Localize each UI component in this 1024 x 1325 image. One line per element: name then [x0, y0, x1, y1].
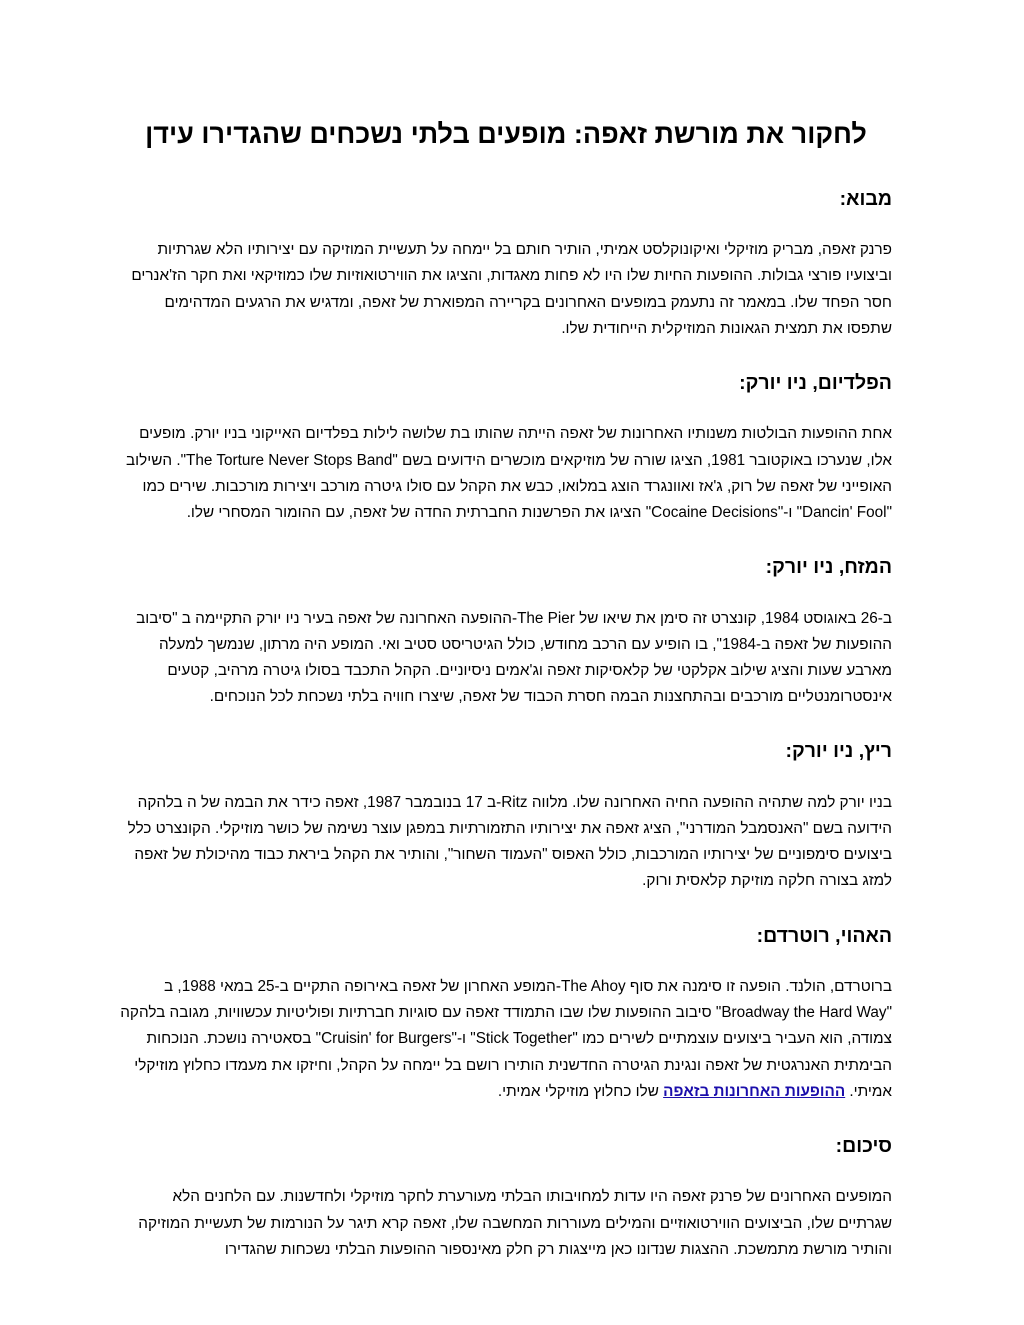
section-paragraph: בניו יורק למה שתהיה ההופעה החיה האחרונה שלו. מלווה Ritz-ב 17 בנובמבר 1987, זאפה כידר את הבמה של ה בלהקה הידועה בשם "האנסמבל המודרני", הציג זאפה את יצירותיו התזמורתיות במפגן עוצר נשימה של כושר מוזיקלי. הקונצרט כלל ביצועים סימפוניים של יצירותיו המורכבות, כולל האפוס "העמוד השחור", והותיר את הקהל ביראת כבוד מהיכולת של זאפה למזג בצורה חלקה מוזיקת קלאסית ורוק.: [127, 793, 892, 890]
section-heading: הפלדיום, ניו יורק:: [739, 371, 892, 394]
section-heading: האהוי, רוטרדם:: [756, 924, 892, 947]
paragraph-text: ברוטרדם, הולנד. הופעה זו סימנה את סוף The Ahoy-המופע האחרון של זאפה באירופה התקיים ב-25 במאי 1988, ב "Broadway the Hard Way" סיבוב ההופעות שלו שבו התמודד זאפה עם סוגיות חברתיות ופוליטיות עכשוויות, מגובה בלהקה צמודה, הוא העביר ביצועים עוצמתיים לשירים כמו "Stick Together" ו-"Cruisin' for Burgers" בסאטירה נושכת. הנוכחות הבימתית האנרגטית של זאפה ונגינת הגיטרה החדשנית הותירו רושם בל יימחה על הקהל, וחיזקו את מעמדו כחלוץ מוזיקלי אמיתי.: [120, 977, 892, 1100]
section-ritz: [120, 740, 892, 894]
section-paragraph: המופעים האחרונים של פרנק זאפה היו עדות למחויבותו הבלתי מעורערת לחקר מוזיקלי ולחדשנות. עם הלחנים הלא שגרתיים שלו, הביצועים הווירטואוזיים והמילים מעוררות המחשבה שלו, זאפה קרא תיגר על הנורמות של תעשיית המוזיקה והותיר מורשת מתמשכת. ההצגות שנדונו כאן מייצגות רק חלק מאינספור ההופעות הבלתי נשכחות שהגדירו: [138, 1188, 892, 1258]
section-paragraph-with-link: [120, 974, 892, 1105]
section-heading: מבוא:: [839, 187, 892, 210]
section-paragraph: אחת ההופעות הבולטות משנותיו האחרונות של זאפה הייתה שהותו בת שלושה לילות בפלדיום האייקוני בניו יורק. מופעים אלו, שנערכו באוקטובר 1981, הציגו שורה של מוזיקאים מוכשרים הידועים בשם "The Torture Never Stops Band". השילוב האופייני של זאפה של רוק, ג'אז ואוונגרד הוצג במלואו, כבש את הקהל עם סולו גיטרה מורכב ויצירות מורכבות. שירים כמו "Dancin' Fool" ו-"Cocaine Decisions" הציגו את הפרשנות החברתית החדה של זאפה, עם ההומור המסחרי שלו.: [126, 425, 892, 521]
section-heading: סיכום:: [835, 1134, 892, 1157]
zappa-last-shows-link[interactable]: ההופעות האחרונות בזאפה: [663, 1082, 846, 1100]
section-pier: [120, 556, 892, 710]
section-summary: [120, 1135, 892, 1263]
section-palladium: [120, 372, 892, 526]
document-title: לחקור את מורשת זאפה: מופעים בלתי נשכחים שהגדירו עידן: [145, 119, 867, 149]
section-heading: המזח, ניו יורק:: [765, 556, 892, 579]
section-ahoy: [120, 925, 892, 1105]
paragraph-text-after-link: שלו כחלוץ מוזיקלי אמיתי.: [497, 1082, 664, 1100]
document-page: [120, 118, 892, 1263]
section-paragraph: ב-26 באוגוסט 1984, קונצרט זה סימן את שיאו של The Pier-ההופעה האחרונה של זאפה בעיר ניו יורק התקיימה ב "סיבוב ההופעות של זאפה ב-1984", בו הופיע עם הרכב מחודש, כולל הגיטריסט סטיב ואי. המופע היה מרתון, שנמשך למעלה מארבע שעות והציג שילוב אקלקטי של קלאסיקות זאפה וג'אמים ניסיוניים. הקהל התכבד בסולו גיטרה מרהיב, קטעים אינסטרומנטליים מורכבים ובהתחצנות הבמה חסרת הכבוד של זאפה, שיצרו חוויה בלתי נשכחת לכל הנוכחים.: [136, 609, 892, 706]
section-heading: ריץ, ניו יורק:: [785, 740, 892, 763]
section-paragraph: פרנק זאפה, מבריק מוזיקלי ואיקונוקלסט אמיתי, הותיר חותם בל יימחה על תעשיית המוזיקה עם יצירותיו הלא שגרתיות וביצועיו פורצי גבולות. ההופעות החיות שלו היו לא פחות מאגדות, והציגו את הווירטואוזיות שלו כמוזיקאי ואת חקר הז'אנרים חסר הפחד שלו. במאמר זה נתעמק במופעים האחרונים בקריירה המפוארת של זאפה, ומדגיש את הרגעים המדהימים שתפסו את תמצית הגאונות המוזיקלית הייחודית שלו.: [131, 241, 892, 337]
section-intro: [120, 188, 892, 342]
